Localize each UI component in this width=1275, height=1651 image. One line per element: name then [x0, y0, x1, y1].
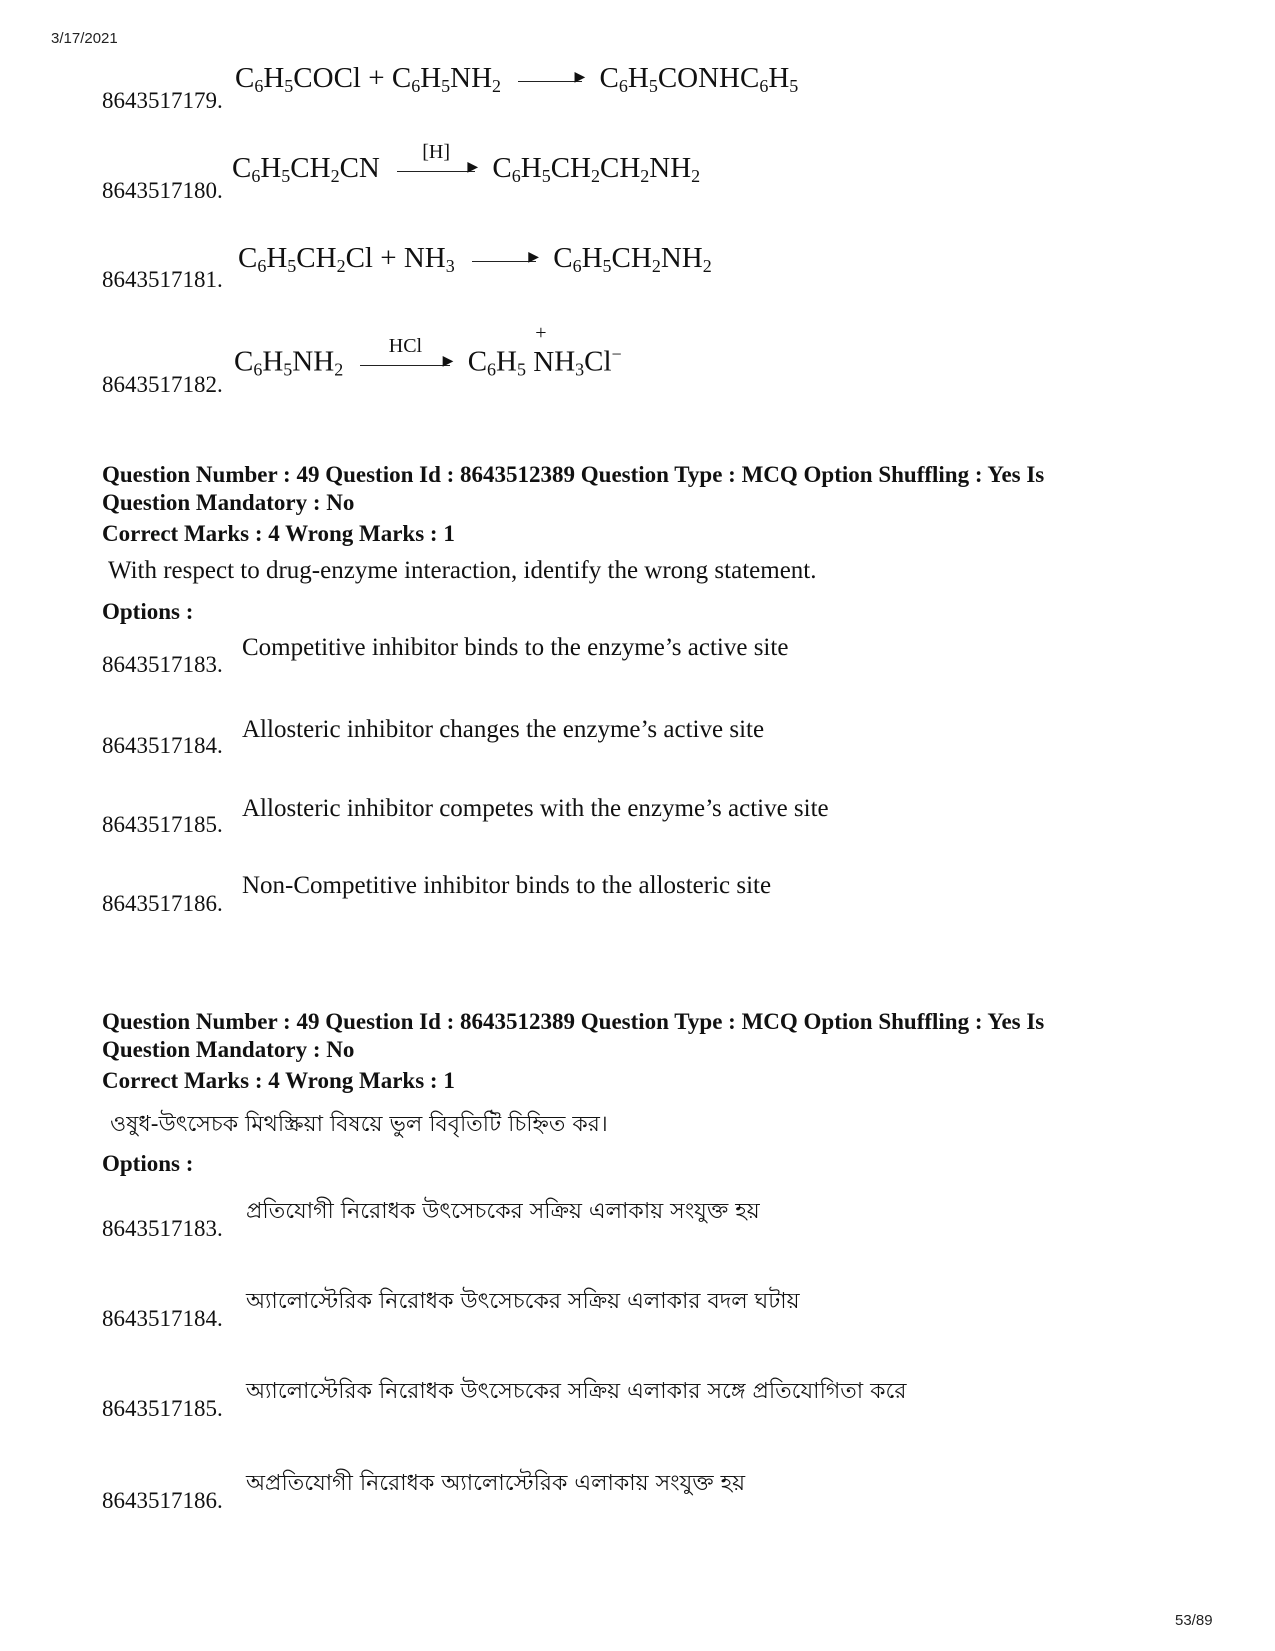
reaction-arrow: ▶: [472, 259, 536, 262]
equation: $C_6H_5CH_2CN$ [H] ▶ $C_6H_5CH_2CH_2NH_2$: [232, 140, 701, 186]
option-id: 8643517182.: [102, 372, 223, 397]
option-id: 8643517179.: [102, 88, 223, 113]
charged-nitrogen: + N: [533, 321, 555, 378]
option-id: 8643517184.: [102, 733, 223, 758]
option-id: 8643517183.: [102, 1216, 223, 1241]
question-stem: ওষুধ-উৎসেচক মিথস্ক্রিয়া বিষয়ে ভুল বিবৃতিটি চিহ্নিত কর।: [110, 1112, 608, 1137]
options-label: Options :: [102, 1151, 194, 1176]
option-text: Allosteric inhibitor competes with the enzyme’s active site: [242, 795, 829, 822]
question-marks: Correct Marks : 4 Wrong Marks : 1: [102, 1068, 455, 1093]
question-meta: Question Number : 49 Question Id : 8643512389 Question Type : MCQ Option Shuffling : Yes Is Question Mandatory : No: [102, 462, 1045, 515]
option-id: 8643517186.: [102, 891, 223, 916]
option-text: Allosteric inhibitor changes the enzyme’s active site: [242, 716, 765, 743]
equation: $C_6H_5COCl + C_6H_5NH_2$ ▶ $C_6H_5CONHC_6H_5$: [235, 62, 799, 96]
page-number: 53/89: [1175, 1612, 1213, 1629]
option-id: 8643517181.: [102, 267, 223, 292]
reaction-arrow: [H] ▶: [397, 169, 475, 172]
equation: $C_6H_5CH_2Cl + NH_3$ ▶ $C_6H_5CH_2NH_2$: [238, 242, 712, 276]
option-text: Competitive inhibitor binds to the enzyme’s active site: [242, 634, 789, 661]
option-id: 8643517184.: [102, 1306, 223, 1331]
print-date: 3/17/2021: [51, 30, 118, 47]
option-text: অ্যালোস্টেরিক নিরোধক উৎসেচকের সক্রিয় এলাকার বদল ঘটায়: [246, 1289, 800, 1314]
option-id: 8643517186.: [102, 1488, 223, 1513]
option-id: 8643517183.: [102, 652, 223, 677]
option-id: 8643517185.: [102, 1396, 223, 1421]
reaction-arrow: HCl ▶: [360, 363, 450, 366]
option-text: অ্যালোস্টেরিক নিরোধক উৎসেচকের সক্রিয় এলাকার সঙ্গে প্রতিযোগিতা করে: [246, 1379, 907, 1404]
question-marks: Correct Marks : 4 Wrong Marks : 1: [102, 521, 455, 546]
option-text: অপ্রতিযোগী নিরোধক অ্যালোস্টেরিক এলাকায় সংযুক্ত হয়: [246, 1471, 746, 1496]
question-meta: Question Number : 49 Question Id : 8643512389 Question Type : MCQ Option Shuffling : Yes Is Question Mandatory : No: [102, 1009, 1045, 1062]
equation: $C_6H_5NH_2$ HCl ▶ $C_6H_5$ + $NH_3Cl^-$: [234, 321, 622, 380]
reaction-arrow: ▶: [518, 79, 582, 82]
option-text: Non-Competitive inhibitor binds to the allosteric site: [242, 872, 772, 899]
question-stem: With respect to drug-enzyme interaction, identify the wrong statement.: [108, 557, 817, 584]
options-label: Options :: [102, 599, 194, 624]
option-id: 8643517180.: [102, 178, 223, 203]
option-text: প্রতিযোগী নিরোধক উৎসেচকের সক্রিয় এলাকায় সংযুক্ত হয়: [246, 1199, 760, 1224]
option-id: 8643517185.: [102, 812, 223, 837]
